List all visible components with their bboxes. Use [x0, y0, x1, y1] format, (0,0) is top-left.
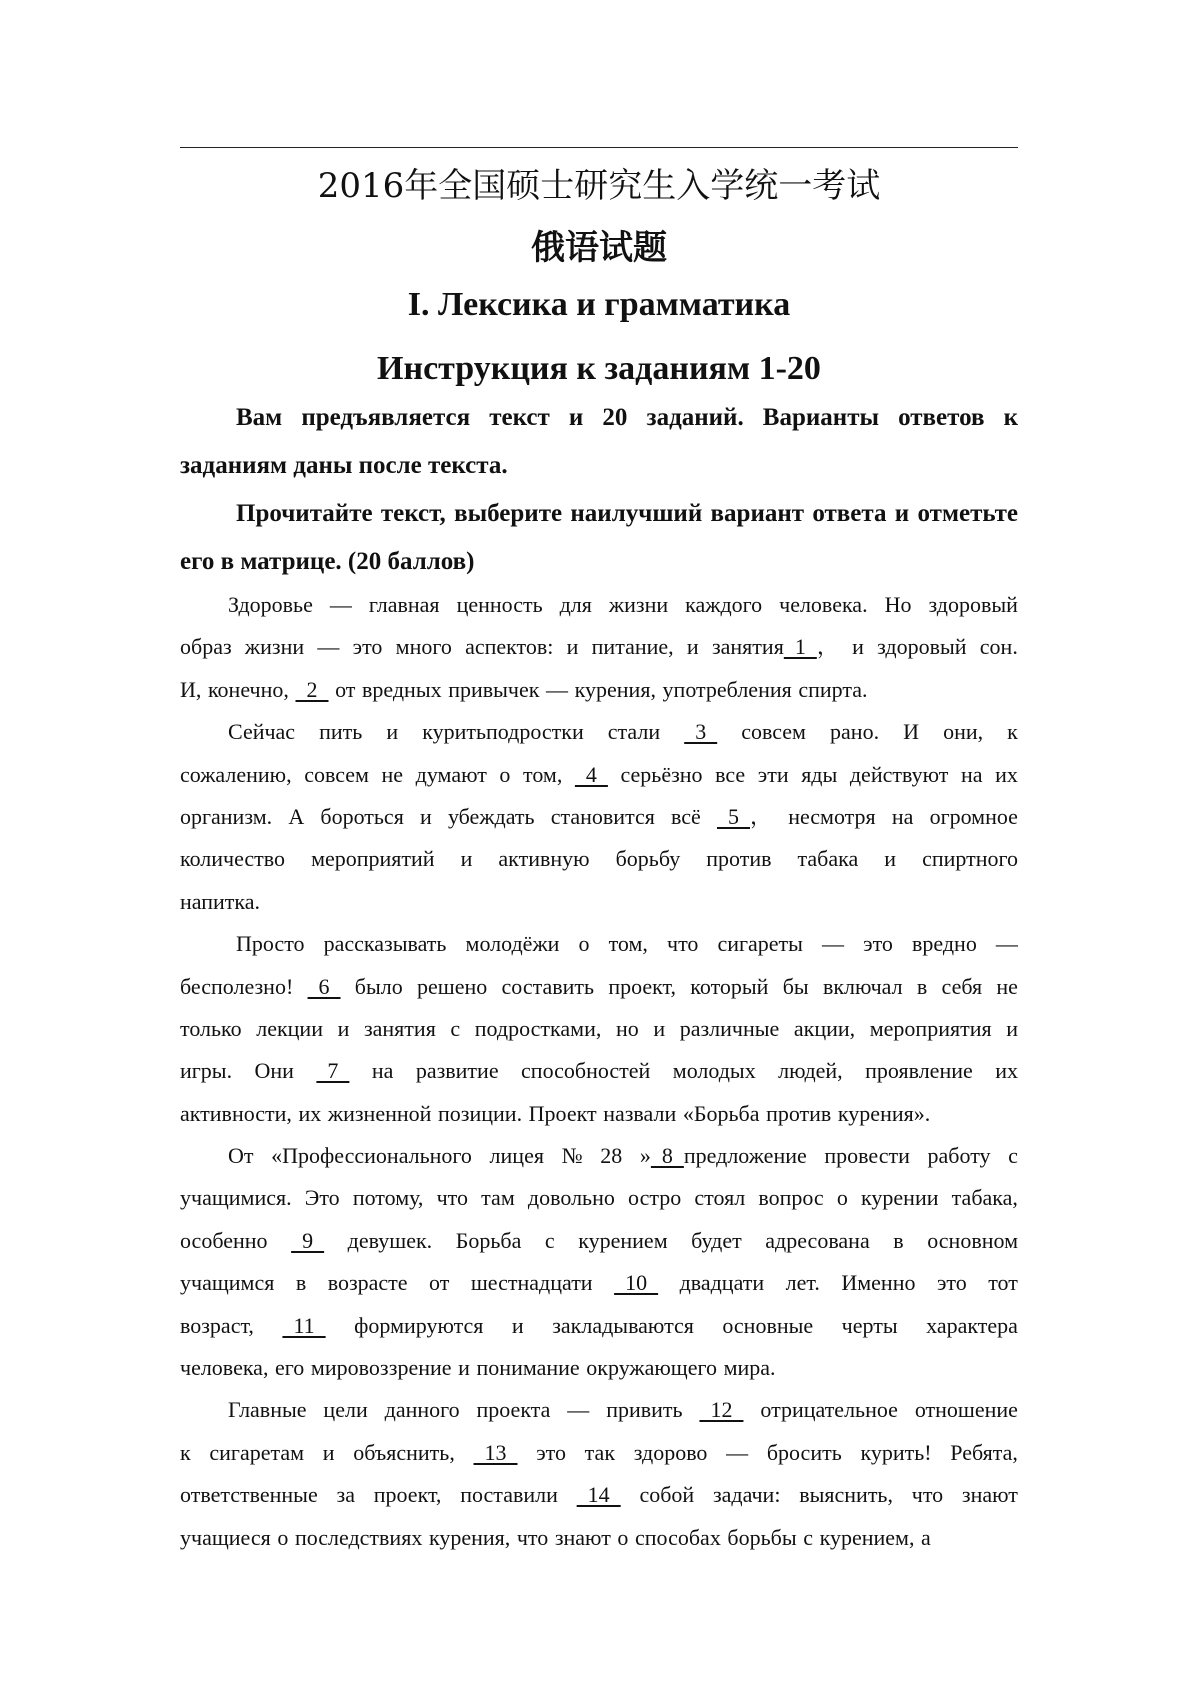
passage-word: о	[836, 1185, 848, 1211]
passage-word: Но	[884, 592, 912, 617]
passage-word: собой	[639, 1482, 695, 1508]
passage-line	[180, 1517, 1018, 1559]
passage-word: позиции.	[438, 1100, 523, 1126]
passage-word: учащимися.	[180, 1185, 292, 1211]
passage-word: провести	[824, 1143, 910, 1169]
passage-word: там	[481, 1185, 515, 1211]
answer-blank: 11	[282, 1312, 326, 1338]
exam-subtitle: 俄语试题	[531, 228, 667, 268]
passage-word: Это	[304, 1185, 340, 1211]
instruction-paragraph: Вам предъявляется текст и 20 заданий. Варианты ответов к заданиям даны после текста.	[180, 404, 1018, 479]
passage-word: табака	[797, 846, 859, 872]
passage-word: и	[386, 719, 399, 745]
passage-line	[180, 1177, 1018, 1219]
passage-word: здоровый	[877, 634, 967, 660]
passage-word: убеждать	[447, 803, 535, 829]
passage-word: вредных	[362, 676, 442, 702]
passage-word: подростками,	[474, 1015, 602, 1041]
passage-word: девушек.	[347, 1227, 433, 1253]
passage-word: объяснить,	[353, 1439, 455, 1465]
passage-word: остро	[628, 1185, 682, 1211]
passage-word: к	[180, 1439, 191, 1465]
passage-word: за	[336, 1482, 355, 1508]
passage-line	[180, 1305, 1018, 1347]
passage-word: что	[911, 1482, 944, 1508]
passage-word: Просто	[236, 931, 305, 957]
passage-word: —	[567, 1397, 590, 1423]
passage-word: конечно,	[207, 676, 289, 702]
passage-word: черты	[841, 1312, 898, 1338]
passage-line	[180, 1220, 1018, 1262]
passage-word: с	[544, 1227, 555, 1253]
passage-word: работу	[927, 1143, 991, 1169]
passage-word: Главные	[228, 1397, 307, 1423]
passage-word: мира.	[723, 1355, 776, 1381]
answer-blank: 4	[574, 761, 608, 787]
passage-line	[180, 711, 1018, 753]
passage-word: человека.	[779, 592, 868, 617]
passage-word: о	[617, 1524, 629, 1550]
passage-word: вопрос	[758, 1185, 824, 1211]
passage-word: курения».	[837, 1100, 931, 1126]
passage-word: каждого	[685, 592, 763, 617]
passage-word: и	[884, 846, 897, 872]
passage-word: молодых	[672, 1058, 756, 1084]
passage-word: основном	[927, 1227, 1018, 1253]
passage-word: огромное	[929, 803, 1018, 829]
passage-word: мероприятия	[869, 1015, 992, 1041]
passage-word: с	[450, 1015, 461, 1041]
passage-word: ответственные	[180, 1482, 318, 1508]
passage-word: их	[298, 1100, 322, 1126]
passage-word: рассказывать	[323, 931, 447, 957]
answer-blank: 10	[614, 1270, 659, 1296]
passage-word: данного	[384, 1397, 460, 1423]
answer-blank: 14	[576, 1482, 621, 1508]
passage-word: курением	[578, 1227, 668, 1253]
passage-word: двадцати	[679, 1270, 765, 1296]
passage-word: куритьподростки	[422, 719, 584, 745]
passage-word: их	[995, 1058, 1018, 1084]
passage-word: себя	[941, 973, 983, 999]
answer-blank: 5 ，	[717, 803, 773, 829]
passage-word: характера	[926, 1312, 1018, 1338]
answer-blank: » 8 предложение	[639, 1143, 807, 1169]
passage-word: знают	[961, 1482, 1018, 1508]
passage-word: о	[277, 1524, 289, 1550]
passage-word: курить!	[860, 1439, 932, 1465]
passage-word: так	[584, 1439, 616, 1465]
passage-line	[180, 1474, 1018, 1516]
passage-line	[180, 1389, 1018, 1431]
passage-word: лет.	[785, 1270, 820, 1296]
passage-word: решено	[417, 973, 488, 999]
passage-word: формируются	[354, 1312, 484, 1338]
passage-word: количество	[180, 846, 286, 872]
passage-word: это	[936, 1270, 967, 1296]
passage-word: для	[559, 592, 592, 617]
passage-word: и	[852, 634, 864, 660]
passage-line	[180, 626, 1018, 668]
answer-blank: 13	[473, 1439, 518, 1465]
passage-word: что	[667, 931, 699, 957]
passage-word: образ	[180, 634, 232, 660]
passage-word: акции,	[793, 1015, 856, 1041]
passage-word: проект,	[608, 973, 677, 999]
passage-word: выяснить,	[799, 1482, 893, 1508]
passage-word: это	[536, 1439, 566, 1465]
passage-word: совсем	[741, 719, 806, 745]
passage-line	[180, 1135, 1018, 1177]
passage-word: аспектов:	[465, 634, 554, 660]
passage-word: последствиях	[294, 1524, 423, 1550]
passage-word: становится	[550, 803, 655, 829]
passage-word: и	[337, 1015, 350, 1041]
passage-word: а	[921, 1524, 931, 1550]
passage-word: Именно	[841, 1270, 916, 1296]
answer-blank: 9	[291, 1227, 325, 1253]
passage-word: они,	[943, 719, 984, 745]
answer-blank: 12	[699, 1397, 744, 1423]
passage-word: питание,	[591, 634, 674, 660]
passage-word: Сейчас	[228, 719, 296, 745]
passage-word: сигареты	[717, 931, 803, 957]
passage-word: серьёзно	[620, 761, 703, 787]
passage-word: будет	[691, 1227, 742, 1253]
passage-word: эти	[757, 761, 789, 787]
passage-word: проявление	[865, 1058, 973, 1084]
passage-word: ценность	[456, 592, 543, 617]
passage-word: только	[180, 1015, 242, 1041]
passage-word: и	[1006, 1015, 1018, 1041]
passage-word: главная	[368, 592, 440, 617]
passage-word: И	[903, 719, 920, 745]
passage-word: от	[335, 676, 356, 702]
passage-word: окружающего	[586, 1355, 717, 1381]
passage-word: Проект	[528, 1100, 597, 1126]
passage-word: развитие	[415, 1058, 499, 1084]
passage-word: несмотря	[788, 803, 876, 829]
reading-passage	[180, 584, 1018, 1559]
passage-word: на	[891, 803, 914, 829]
passage-line	[180, 881, 1018, 923]
answer-blank: 3	[684, 719, 718, 745]
passage-line	[180, 923, 1018, 965]
passage-word: бы	[782, 973, 809, 999]
passage-word: мероприятий	[311, 846, 435, 872]
passage-word: Борьба	[455, 1227, 522, 1253]
passage-word: И,	[180, 676, 202, 702]
passage-word: на	[960, 761, 983, 787]
passage-word: том,	[523, 761, 563, 787]
passage-word: задачи:	[712, 1482, 781, 1508]
passage-word: сон.	[979, 634, 1018, 660]
passage-word: к	[1007, 719, 1018, 745]
passage-word: —	[329, 592, 352, 617]
passage-word: жизненной	[327, 1100, 432, 1126]
passage-line	[180, 1347, 1018, 1389]
passage-word: человека,	[180, 1355, 269, 1381]
passage-line	[180, 1093, 1018, 1135]
passage-word: в	[295, 1270, 307, 1296]
passage-line	[180, 584, 1018, 626]
passage-line	[180, 966, 1018, 1008]
answer-blank: 2	[295, 676, 329, 702]
passage-word: что	[436, 1185, 468, 1211]
passage-word: с	[803, 1524, 813, 1550]
passage-word: способностей	[521, 1058, 651, 1084]
section-heading: I. Лексика и грамматика	[407, 286, 791, 323]
passage-word: учащимся	[180, 1270, 275, 1296]
passage-word: включал	[822, 973, 903, 999]
header-rule	[180, 147, 1018, 148]
passage-word: организм.	[180, 803, 273, 829]
passage-word: спирта.	[798, 676, 868, 702]
passage-word: против	[706, 846, 772, 872]
passage-word: который	[690, 973, 769, 999]
passage-word: закладываются	[552, 1312, 694, 1338]
passage-line	[180, 1008, 1018, 1050]
passage-word: понимание	[476, 1355, 580, 1381]
passage-word: курения,	[574, 676, 656, 702]
passage-word: сигаретам	[209, 1439, 305, 1465]
passage-word: лекции	[256, 1015, 323, 1041]
passage-word: вредно	[911, 931, 977, 957]
passage-word: не	[996, 973, 1018, 999]
answer-blank: 7	[316, 1058, 350, 1084]
passage-word: употребления	[662, 676, 792, 702]
passage-word: —	[546, 676, 569, 702]
passage-word: курением,	[819, 1524, 915, 1550]
passage-word: —	[317, 634, 340, 660]
passage-word: учащиеся	[180, 1524, 271, 1550]
passage-word: сожалению,	[180, 761, 292, 787]
passage-word: отношение	[914, 1397, 1018, 1423]
passage-word: это	[352, 634, 383, 660]
passage-word: борьбы	[727, 1524, 797, 1550]
passage-word: было	[354, 973, 403, 999]
passage-word: о	[578, 931, 590, 957]
passage-word: —	[726, 1439, 749, 1465]
passage-word: От	[228, 1143, 254, 1169]
passage-word: возраст,	[180, 1312, 254, 1338]
passage-word: здорово	[633, 1439, 708, 1465]
passage-word: довольно	[527, 1185, 615, 1211]
passage-word: знают	[554, 1524, 611, 1550]
passage-word: жизни	[244, 634, 305, 660]
passage-word: не	[381, 761, 404, 787]
passage-word: совсем	[304, 761, 369, 787]
passage-word: в	[916, 973, 928, 999]
passage-word: борьбу	[615, 846, 681, 872]
passage-line	[180, 754, 1018, 796]
passage-line	[180, 1262, 1018, 1304]
passage-word: курении	[861, 1185, 939, 1211]
passage-word: и	[460, 846, 473, 872]
passage-word: —	[995, 931, 1018, 957]
passage-word: и	[511, 1312, 524, 1338]
passage-word: и	[653, 1015, 666, 1041]
passage-line	[180, 796, 1018, 838]
passage-word: бесполезно!	[180, 973, 294, 999]
passage-word: основные	[722, 1312, 814, 1338]
passage-word: и	[458, 1355, 470, 1381]
passage-word: против	[766, 1100, 832, 1126]
passage-word: табака,	[951, 1185, 1018, 1211]
passage-word: А	[288, 803, 305, 829]
passage-word: молодёжи	[465, 931, 560, 957]
passage-word: людей,	[778, 1058, 843, 1084]
passage-word: различные	[679, 1015, 780, 1041]
passage-word: пить	[319, 719, 363, 745]
passage-word: проекта	[476, 1397, 551, 1423]
passage-word: всё	[671, 803, 701, 829]
passage-word: спиртного	[922, 846, 1018, 872]
passage-word: тот	[988, 1270, 1018, 1296]
passage-word: здоровый	[928, 592, 1018, 617]
passage-word: Здоровье	[228, 592, 313, 617]
passage-line	[180, 1432, 1018, 1474]
answer-blank: занятия 1 ，	[711, 634, 839, 660]
passage-word: назвали	[603, 1100, 677, 1126]
passage-word: цели	[323, 1397, 368, 1423]
passage-word: Ребята,	[950, 1439, 1018, 1465]
passage-word: мировоззрение	[310, 1355, 452, 1381]
passage-word: занятия	[363, 1015, 436, 1041]
passage-word: потому,	[352, 1185, 424, 1211]
instruction-heading: Инструкция к заданиям 1-20	[377, 350, 821, 387]
passage-word: шестнадцати	[470, 1270, 593, 1296]
passage-word: Они	[254, 1058, 294, 1084]
passage-word: стали	[607, 719, 661, 745]
instruction-paragraph: Прочитайте текст, выберите наилучший вариант ответа и отметьте его в матрице. (20 баллов)	[180, 500, 1018, 575]
passage-word: действуют	[849, 761, 949, 787]
passage-word: привычек	[448, 676, 540, 702]
passage-word: том,	[608, 931, 648, 957]
passage-word: что	[516, 1524, 549, 1550]
passage-word: и	[322, 1439, 335, 1465]
passage-word: «Борьба	[682, 1100, 760, 1126]
passage-word: активную	[498, 846, 590, 872]
passage-word: напитка.	[180, 888, 261, 914]
passage-word: на	[371, 1058, 394, 1084]
passage-word: игры.	[180, 1058, 233, 1084]
passage-word: яды	[801, 761, 838, 787]
passage-word: отрицательное	[760, 1397, 898, 1423]
passage-word: о	[499, 761, 511, 787]
passage-word: составить	[501, 973, 595, 999]
passage-word: рано.	[830, 719, 880, 745]
passage-line	[180, 838, 1018, 880]
passage-line	[180, 1050, 1018, 1092]
passage-line	[180, 669, 1018, 711]
passage-word: поставили	[460, 1482, 558, 1508]
exam-title: 2016年全国硕士研究生入学统一考试	[317, 166, 881, 206]
passage-word: способах	[635, 1524, 721, 1550]
passage-word: привить	[606, 1397, 683, 1423]
passage-word: это	[863, 931, 893, 957]
passage-word: стоял	[694, 1185, 746, 1211]
passage-word: проект,	[373, 1482, 442, 1508]
passage-word: в	[893, 1227, 904, 1253]
passage-word: но	[615, 1015, 639, 1041]
passage-word: адресована	[765, 1227, 870, 1253]
passage-word: все	[715, 761, 746, 787]
passage-word: курения,	[428, 1524, 511, 1550]
passage-word: №	[561, 1143, 583, 1169]
passage-word: и	[419, 803, 432, 829]
passage-word: и	[566, 634, 579, 660]
passage-word: с	[1008, 1143, 1018, 1169]
answer-blank: 6	[307, 973, 341, 999]
passage-word: 28	[600, 1143, 623, 1169]
passage-word: бороться	[320, 803, 404, 829]
passage-word: думают	[415, 761, 487, 787]
passage-word: его	[275, 1355, 305, 1381]
passage-word: их	[995, 761, 1018, 787]
passage-word: «Профессионального	[271, 1143, 472, 1169]
passage-word: особенно	[180, 1227, 268, 1253]
passage-word: возрасте	[327, 1270, 408, 1296]
passage-word: —	[822, 931, 845, 957]
passage-word: от	[429, 1270, 450, 1296]
passage-word: жизни	[608, 592, 669, 617]
passage-word: бросить	[766, 1439, 842, 1465]
passage-word: активности,	[180, 1100, 292, 1126]
passage-word: и	[686, 634, 699, 660]
passage-word: лицея	[489, 1143, 544, 1169]
passage-word: много	[395, 634, 452, 660]
